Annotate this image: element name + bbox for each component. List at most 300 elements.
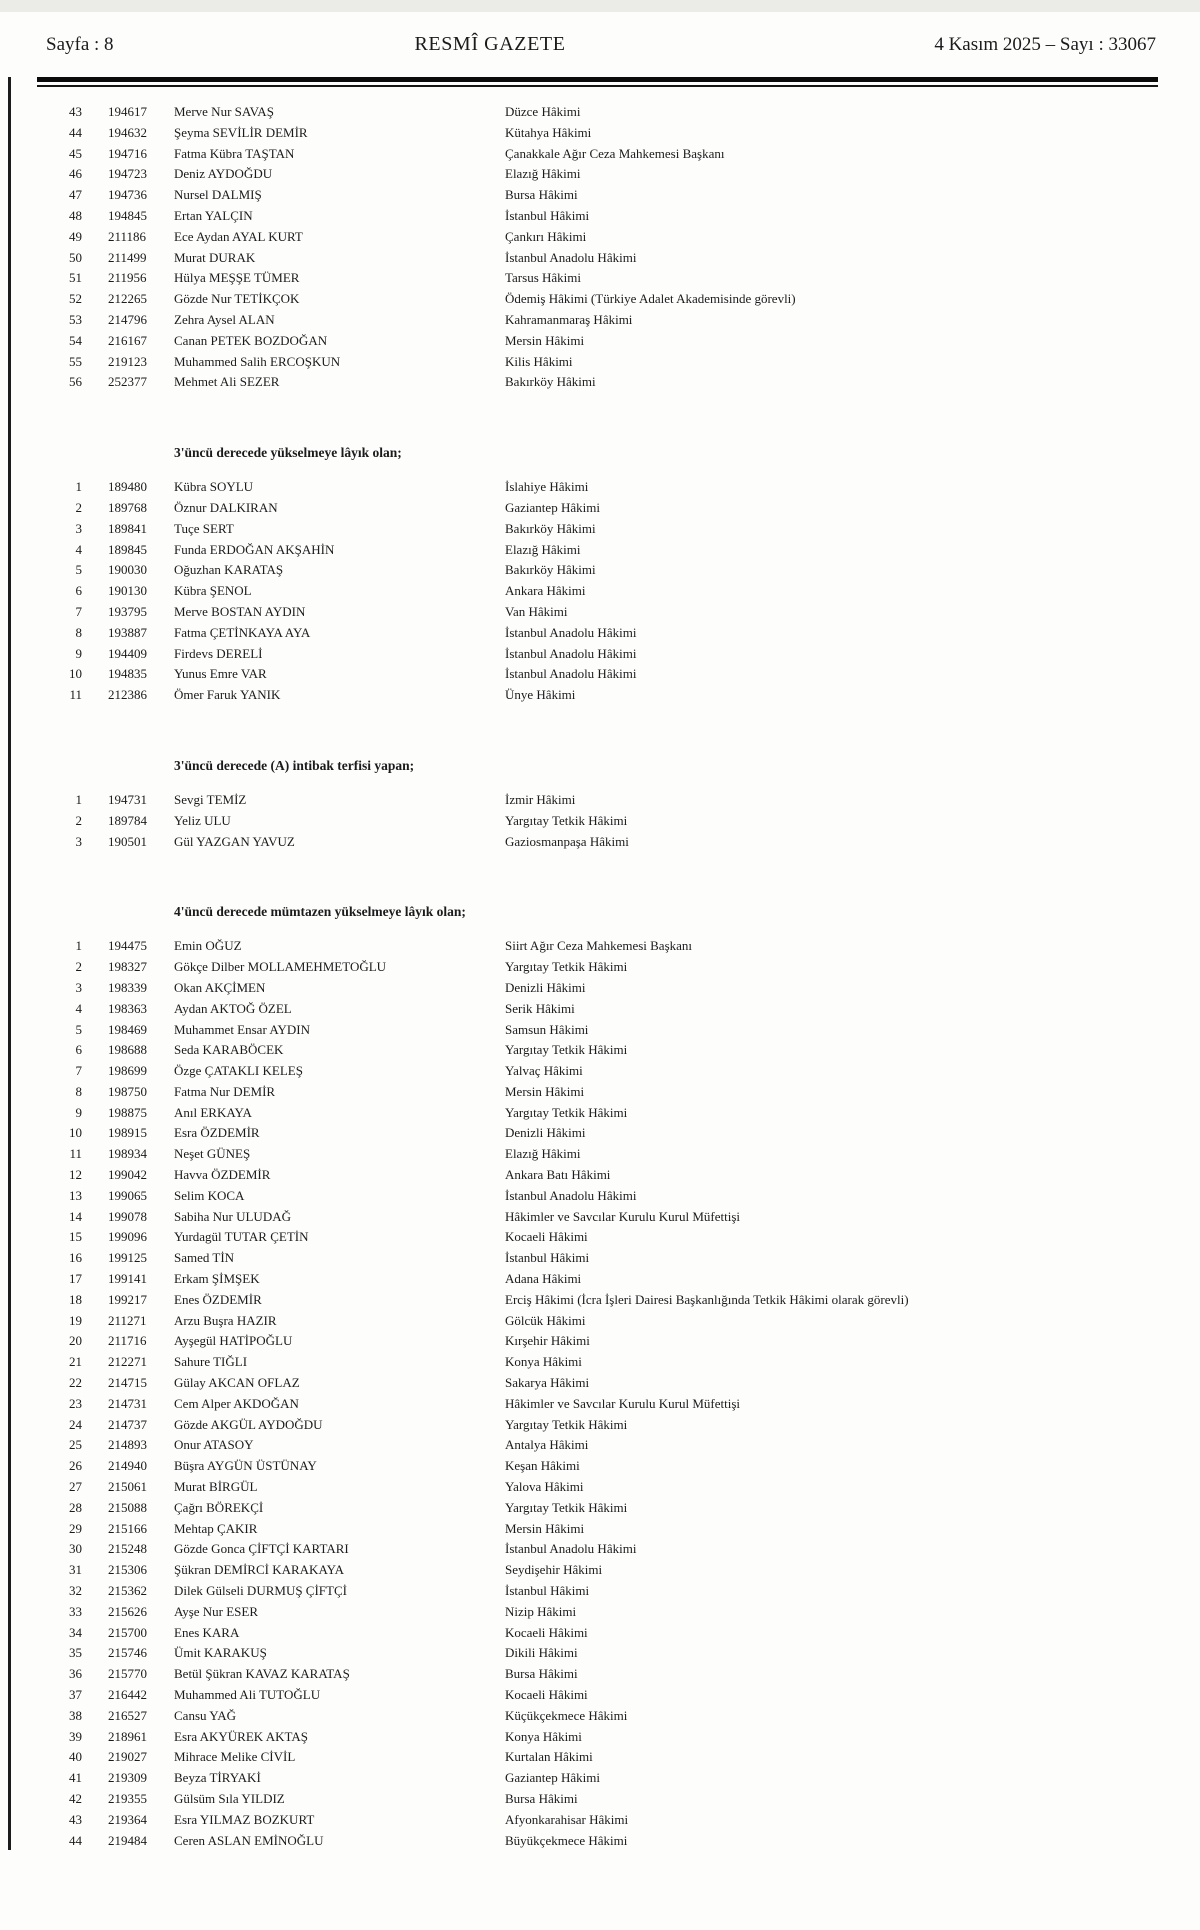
- row-rank: 7: [75, 1063, 82, 1079]
- row-name: Esra AKYÜREK AKTAŞ: [174, 1728, 309, 1744]
- table-row: [0, 938, 1200, 959]
- table-row: [0, 500, 1200, 521]
- row-name: Yurdagül TUTAR ÇETİN: [174, 1229, 309, 1245]
- row-name: Neşet GÜNEŞ: [174, 1146, 251, 1162]
- table-row: [0, 187, 1200, 208]
- row-registry-number: 199078: [108, 1208, 147, 1224]
- row-name: Erkam ŞİMŞEK: [174, 1271, 260, 1287]
- row-rank: 8: [75, 1083, 82, 1099]
- row-rank: 6: [75, 583, 82, 599]
- document-body: [0, 104, 1200, 1853]
- row-position: Yargıtay Tetkik Hâkimi: [505, 812, 628, 828]
- row-registry-number: 211271: [108, 1312, 147, 1328]
- row-rank: 47: [69, 187, 82, 203]
- section-heading: 3'üncü derecede yükselmeye lâyık olan;: [174, 445, 402, 461]
- table-row: [0, 1105, 1200, 1126]
- row-registry-number: 212386: [108, 687, 147, 703]
- table-row: [0, 583, 1200, 604]
- row-name: Şükran DEMİRCİ KARAKAYA: [174, 1562, 344, 1578]
- row-position: Bakırköy Hâkimi: [505, 562, 596, 578]
- row-registry-number: 189480: [108, 479, 147, 495]
- table-row: [0, 813, 1200, 834]
- row-position: Ankara Hâkimi: [505, 583, 586, 599]
- table-row: [0, 146, 1200, 167]
- row-position: İstanbul Anadolu Hâkimi: [505, 249, 637, 265]
- row-name: Yeliz ULU: [174, 812, 231, 828]
- row-position: Ünye Hâkimi: [505, 687, 576, 703]
- table-row: [0, 521, 1200, 542]
- row-name: Gülsüm Sıla YILDIZ: [174, 1790, 285, 1806]
- row-registry-number: 211956: [108, 270, 147, 286]
- row-name: Mehmet Ali SEZER: [174, 374, 280, 390]
- row-rank: 43: [69, 1811, 82, 1827]
- table-row: [0, 1458, 1200, 1479]
- row-name: Gül YAZGAN YAVUZ: [174, 833, 295, 849]
- row-registry-number: 212271: [108, 1354, 147, 1370]
- row-rank: 36: [69, 1666, 82, 1682]
- row-position: Büyükçekmece Hâkimi: [505, 1832, 628, 1848]
- row-rank: 5: [75, 562, 82, 578]
- row-name: Esra ÖZDEMİR: [174, 1125, 260, 1141]
- row-registry-number: 198469: [108, 1021, 147, 1037]
- row-registry-number: 198750: [108, 1083, 147, 1099]
- row-rank: 15: [69, 1229, 82, 1245]
- row-position: Kahramanmaraş Hâkimi: [505, 311, 633, 327]
- row-position: Keşan Hâkimi: [505, 1458, 580, 1474]
- row-rank: 38: [69, 1707, 82, 1723]
- row-rank: 27: [69, 1479, 82, 1495]
- row-position: Antalya Hâkimi: [505, 1437, 589, 1453]
- row-position: Kütahya Hâkimi: [505, 124, 592, 140]
- row-rank: 53: [69, 311, 82, 327]
- row-rank: 29: [69, 1520, 82, 1536]
- row-name: Tuçe SERT: [174, 520, 234, 536]
- row-registry-number: 198875: [108, 1104, 147, 1120]
- table-row: [0, 625, 1200, 646]
- row-registry-number: 219484: [108, 1832, 147, 1848]
- header-rule-thin: [37, 85, 1158, 87]
- row-registry-number: 189841: [108, 520, 147, 536]
- row-registry-number: 194835: [108, 666, 147, 682]
- row-position: İstanbul Hâkimi: [505, 1583, 590, 1599]
- row-rank: 10: [69, 1125, 82, 1141]
- table-row: [0, 1063, 1200, 1084]
- row-name: Emin OĞUZ: [174, 938, 242, 954]
- row-name: Ömer Faruk YANIK: [174, 687, 281, 703]
- row-rank: 2: [75, 499, 82, 515]
- row-registry-number: 194409: [108, 645, 147, 661]
- table-row: [0, 1271, 1200, 1292]
- row-registry-number: 218961: [108, 1728, 147, 1744]
- row-position: İzmir Hâkimi: [505, 791, 576, 807]
- row-registry-number: 199217: [108, 1291, 147, 1307]
- row-name: Dilek Gülseli DURMUŞ ÇİFTÇİ: [174, 1583, 347, 1599]
- row-position: İstanbul Anadolu Hâkimi: [505, 1541, 637, 1557]
- row-rank: 39: [69, 1728, 82, 1744]
- table-row: [0, 1625, 1200, 1646]
- row-name: Özge ÇATAKLI KELEŞ: [174, 1063, 303, 1079]
- row-name: Oğuzhan KARATAŞ: [174, 562, 284, 578]
- row-position: Nizip Hâkimi: [505, 1603, 577, 1619]
- row-position: Mersin Hâkimi: [505, 1520, 585, 1536]
- row-registry-number: 194617: [108, 104, 147, 119]
- row-name: Zehra Aysel ALAN: [174, 311, 275, 327]
- row-name: Seda KARABÖCEK: [174, 1042, 284, 1058]
- row-name: Muhammed Salih ERCOŞKUN: [174, 353, 341, 369]
- row-rank: 26: [69, 1458, 82, 1474]
- table-row: [0, 1708, 1200, 1729]
- row-position: Bakırköy Hâkimi: [505, 374, 596, 390]
- row-position: Yargıtay Tetkik Hâkimi: [505, 1416, 628, 1432]
- row-position: Kocaeli Hâkimi: [505, 1624, 588, 1640]
- row-position: Serik Hâkimi: [505, 1000, 575, 1016]
- row-position: Ankara Batı Hâkimi: [505, 1167, 611, 1183]
- table-row: [0, 1541, 1200, 1562]
- row-position: Ödemiş Hâkimi (Türkiye Adalet Akademisinde görevli): [505, 291, 796, 307]
- row-position: Afyonkarahisar Hâkimi: [505, 1811, 629, 1827]
- row-registry-number: 216167: [108, 332, 147, 348]
- table-row: [0, 1146, 1200, 1167]
- table-row: [0, 1521, 1200, 1542]
- section-rows: [0, 938, 1200, 1853]
- table-row: [0, 1749, 1200, 1770]
- row-rank: 24: [69, 1416, 82, 1432]
- section-rows: [0, 792, 1200, 854]
- row-registry-number: 199096: [108, 1229, 147, 1245]
- row-registry-number: 198327: [108, 959, 147, 975]
- table-row: [0, 1812, 1200, 1833]
- row-position: Elazığ Hâkimi: [505, 166, 581, 182]
- row-position: Tarsus Hâkimi: [505, 270, 581, 286]
- row-registry-number: 199042: [108, 1167, 147, 1183]
- row-rank: 11: [69, 1146, 82, 1162]
- row-rank: 22: [69, 1375, 82, 1391]
- table-row: [0, 792, 1200, 813]
- row-position: Gölcük Hâkimi: [505, 1312, 586, 1328]
- row-name: Ayşe Nur ESER: [174, 1603, 259, 1619]
- row-position: Çanakkale Ağır Ceza Mahkemesi Başkanı: [505, 145, 725, 161]
- table-row: [0, 666, 1200, 687]
- row-registry-number: 215088: [108, 1499, 147, 1515]
- row-registry-number: 216442: [108, 1687, 147, 1702]
- row-name: Merve Nur SAVAŞ: [174, 104, 274, 119]
- row-position: İstanbul Anadolu Hâkimi: [505, 666, 637, 682]
- row-name: Enes KARA: [174, 1624, 240, 1640]
- row-rank: 1: [75, 791, 82, 807]
- row-position: Küçükçekmece Hâkimi: [505, 1707, 628, 1723]
- row-position: Yargıtay Tetkik Hâkimi: [505, 1042, 628, 1058]
- row-rank: 52: [69, 291, 82, 307]
- row-rank: 30: [69, 1541, 82, 1557]
- row-rank: 5: [75, 1021, 82, 1037]
- row-position: İstanbul Hâkimi: [505, 1250, 590, 1266]
- row-position: Hâkimler ve Savcılar Kurulu Kurul Müfettişi: [505, 1395, 741, 1411]
- row-registry-number: 190130: [108, 583, 147, 599]
- row-rank: 20: [69, 1333, 82, 1349]
- row-registry-number: 211186: [108, 228, 147, 244]
- row-rank: 14: [69, 1208, 82, 1224]
- table-row: [0, 1313, 1200, 1334]
- row-registry-number: 198915: [108, 1125, 147, 1141]
- row-position: İslahiye Hâkimi: [505, 479, 589, 495]
- row-name: Merve BOSTAN AYDIN: [174, 603, 306, 619]
- table-row: [0, 166, 1200, 187]
- row-registry-number: 215061: [108, 1479, 147, 1495]
- row-name: Murat DURAK: [174, 249, 256, 265]
- row-name: Ece Aydan AYAL KURT: [174, 228, 303, 244]
- row-registry-number: 193887: [108, 624, 147, 640]
- row-registry-number: 214731: [108, 1395, 147, 1411]
- table-row: [0, 1022, 1200, 1043]
- row-name: Mehtap ÇAKIR: [174, 1520, 258, 1536]
- row-rank: 50: [69, 249, 82, 265]
- row-rank: 3: [75, 520, 82, 536]
- date-issue-label: 4 Kasım 2025 – Sayı : 33067: [934, 34, 1156, 55]
- gazette-title: RESMÎ GAZETE: [414, 33, 566, 55]
- row-rank: 7: [75, 603, 82, 619]
- table-row: [0, 1833, 1200, 1854]
- row-registry-number: 214893: [108, 1437, 147, 1453]
- table-row: [0, 1167, 1200, 1188]
- row-name: Fatma Nur DEMİR: [174, 1083, 276, 1099]
- table-row: [0, 1729, 1200, 1750]
- row-position: Kurtalan Hâkimi: [505, 1749, 593, 1765]
- row-rank: 51: [69, 270, 82, 286]
- table-row: [0, 959, 1200, 980]
- row-rank: 41: [69, 1770, 82, 1786]
- table-row: [0, 1437, 1200, 1458]
- row-position: Gaziosmanpaşa Hâkimi: [505, 833, 629, 849]
- row-name: Kübra SOYLU: [174, 479, 254, 495]
- row-registry-number: 198339: [108, 979, 147, 995]
- row-registry-number: 214715: [108, 1375, 147, 1391]
- table-row: [0, 1770, 1200, 1791]
- row-rank: 11: [69, 687, 82, 703]
- table-row: [0, 542, 1200, 563]
- row-name: Anıl ERKAYA: [174, 1104, 252, 1120]
- row-position: Yargıtay Tetkik Hâkimi: [505, 959, 628, 975]
- row-position: Bursa Hâkimi: [505, 187, 578, 203]
- section-heading: 3'üncü derecede (A) intibak terfisi yapan;: [174, 757, 415, 773]
- row-registry-number: 194845: [108, 207, 147, 223]
- row-name: Sevgi TEMİZ: [174, 791, 247, 807]
- row-registry-number: 189768: [108, 499, 147, 515]
- table-row: [0, 312, 1200, 333]
- row-rank: 43: [69, 104, 82, 119]
- row-name: Kübra ŞENOL: [174, 583, 252, 599]
- table-row: [0, 1396, 1200, 1417]
- row-position: Elazığ Hâkimi: [505, 1146, 581, 1162]
- table-row: [0, 980, 1200, 1001]
- row-registry-number: 199065: [108, 1187, 147, 1203]
- section-rows: [0, 104, 1200, 395]
- row-position: Bakırköy Hâkimi: [505, 520, 596, 536]
- row-rank: 10: [69, 666, 82, 682]
- row-position: Denizli Hâkimi: [505, 979, 586, 995]
- table-row: [0, 479, 1200, 500]
- row-registry-number: 199125: [108, 1250, 147, 1266]
- table-row: [0, 104, 1200, 125]
- row-name: Hülya MEŞŞE TÜMER: [174, 270, 300, 286]
- table-row: [0, 1125, 1200, 1146]
- row-name: Onur ATASOY: [174, 1437, 254, 1453]
- row-registry-number: 214737: [108, 1416, 147, 1432]
- row-rank: 3: [75, 833, 82, 849]
- row-rank: 28: [69, 1499, 82, 1515]
- row-registry-number: 194723: [108, 166, 147, 182]
- row-registry-number: 194736: [108, 187, 147, 203]
- row-rank: 34: [69, 1624, 82, 1640]
- row-rank: 9: [75, 645, 82, 661]
- table-row: [0, 1562, 1200, 1583]
- row-name: Muhammed Ali TUTOĞLU: [174, 1687, 321, 1702]
- row-registry-number: 219364: [108, 1811, 147, 1827]
- row-rank: 1: [75, 479, 82, 495]
- row-rank: 2: [75, 959, 82, 975]
- row-registry-number: 194632: [108, 124, 147, 140]
- row-registry-number: 198934: [108, 1146, 147, 1162]
- row-position: Samsun Hâkimi: [505, 1021, 589, 1037]
- row-position: Konya Hâkimi: [505, 1354, 582, 1370]
- row-name: Nursel DALMIŞ: [174, 187, 262, 203]
- table-row: [0, 1645, 1200, 1666]
- row-name: Arzu Buşra HAZIR: [174, 1312, 277, 1328]
- table-row: [0, 1479, 1200, 1500]
- row-registry-number: 198688: [108, 1042, 147, 1058]
- row-name: Samed TİN: [174, 1250, 235, 1266]
- row-position: Bursa Hâkimi: [505, 1666, 578, 1682]
- row-name: Gözde AKGÜL AYDOĞDU: [174, 1416, 323, 1432]
- row-registry-number: 198699: [108, 1063, 147, 1079]
- row-rank: 4: [75, 1000, 82, 1016]
- row-rank: 18: [69, 1291, 82, 1307]
- row-registry-number: 214940: [108, 1458, 147, 1474]
- row-position: İstanbul Anadolu Hâkimi: [505, 624, 637, 640]
- table-row: [0, 1042, 1200, 1063]
- row-rank: 16: [69, 1250, 82, 1266]
- row-rank: 13: [69, 1187, 82, 1203]
- row-rank: 56: [69, 374, 82, 390]
- table-row: [0, 1791, 1200, 1812]
- row-registry-number: 193795: [108, 603, 147, 619]
- row-name: Gözde Nur TETİKÇOK: [174, 291, 300, 307]
- row-rank: 9: [75, 1104, 82, 1120]
- row-registry-number: 194731: [108, 791, 147, 807]
- row-rank: 45: [69, 145, 82, 161]
- row-position: Erciş Hâkimi (İcra İşleri Dairesi Başkanlığında Tetkik Hâkimi olarak görevli): [505, 1291, 909, 1307]
- table-row: [0, 604, 1200, 625]
- row-position: Mersin Hâkimi: [505, 332, 585, 348]
- row-name: Ayşegül HATİPOĞLU: [174, 1333, 293, 1349]
- row-rank: 42: [69, 1790, 82, 1806]
- table-row: [0, 1250, 1200, 1271]
- row-registry-number: 215166: [108, 1520, 147, 1536]
- row-name: Şeyma SEVİLİR DEMİR: [174, 124, 308, 140]
- row-name: Murat BİRGÜL: [174, 1479, 258, 1495]
- row-position: Hâkimler ve Savcılar Kurulu Kurul Müfettişi: [505, 1208, 741, 1224]
- row-registry-number: 211499: [108, 249, 147, 265]
- row-registry-number: 215306: [108, 1562, 147, 1578]
- row-name: Aydan AKTOĞ ÖZEL: [174, 1000, 292, 1016]
- row-rank: 32: [69, 1583, 82, 1599]
- row-name: Beyza TİRYAKİ: [174, 1770, 261, 1786]
- row-registry-number: 219123: [108, 353, 147, 369]
- row-name: Selim KOCA: [174, 1187, 245, 1203]
- table-row: [0, 1500, 1200, 1521]
- row-rank: 12: [69, 1167, 82, 1183]
- section-rows: [0, 479, 1200, 708]
- row-name: Ümit KARAKUŞ: [174, 1645, 267, 1661]
- table-row: [0, 229, 1200, 250]
- row-rank: 33: [69, 1603, 82, 1619]
- table-row: [0, 1583, 1200, 1604]
- row-name: Sahure TIĞLI: [174, 1354, 248, 1370]
- row-name: Mihrace Melike CİVİL: [174, 1749, 296, 1765]
- row-rank: 19: [69, 1312, 82, 1328]
- row-registry-number: 189845: [108, 541, 147, 557]
- table-row: [0, 1687, 1200, 1708]
- table-row: [0, 374, 1200, 395]
- row-name: Cem Alper AKDOĞAN: [174, 1395, 299, 1411]
- table-row: [0, 687, 1200, 708]
- table-row: [0, 1666, 1200, 1687]
- row-rank: 46: [69, 166, 82, 182]
- row-name: Yunus Emre VAR: [174, 666, 267, 682]
- table-row: [0, 1417, 1200, 1438]
- table-row: [0, 562, 1200, 583]
- row-position: Gaziantep Hâkimi: [505, 499, 600, 515]
- row-position: İstanbul Anadolu Hâkimi: [505, 645, 637, 661]
- row-name: Ertan YALÇIN: [174, 207, 253, 223]
- table-row: [0, 1354, 1200, 1375]
- row-name: Gözde Gonca ÇİFTÇİ KARTARI: [174, 1541, 349, 1557]
- section-heading: 4'üncü derecede mümtazen yükselmeye lâyık olan;: [174, 904, 466, 920]
- row-rank: 54: [69, 332, 82, 348]
- row-position: İstanbul Anadolu Hâkimi: [505, 1187, 637, 1203]
- row-name: Fatma ÇETİNKAYA AYA: [174, 624, 311, 640]
- row-registry-number: 190501: [108, 833, 147, 849]
- row-name: Canan PETEK BOZDOĞAN: [174, 332, 328, 348]
- row-registry-number: 252377: [108, 374, 147, 390]
- row-name: Betül Şükran KAVAZ KARATAŞ: [174, 1666, 350, 1682]
- table-row: [0, 646, 1200, 667]
- row-registry-number: 212265: [108, 291, 147, 307]
- table-row: [0, 1292, 1200, 1313]
- row-rank: 44: [69, 1832, 82, 1848]
- row-registry-number: 194716: [108, 145, 147, 161]
- row-name: Ceren ASLAN EMİNOĞLU: [174, 1832, 324, 1848]
- row-rank: 3: [75, 979, 82, 995]
- row-name: Funda ERDOĞAN AKŞAHİN: [174, 541, 335, 557]
- row-name: Büşra AYGÜN ÜSTÜNAY: [174, 1458, 317, 1474]
- table-row: [0, 270, 1200, 291]
- row-rank: 49: [69, 228, 82, 244]
- row-position: Yargıtay Tetkik Hâkimi: [505, 1104, 628, 1120]
- row-name: Fatma Kübra TAŞTAN: [174, 145, 295, 161]
- row-position: Siirt Ağır Ceza Mahkemesi Başkanı: [505, 938, 693, 954]
- row-position: Kırşehir Hâkimi: [505, 1333, 590, 1349]
- row-registry-number: 219309: [108, 1770, 147, 1786]
- row-registry-number: 215770: [108, 1666, 147, 1682]
- row-registry-number: 211716: [108, 1333, 147, 1349]
- table-row: [0, 250, 1200, 271]
- row-registry-number: 215700: [108, 1624, 147, 1640]
- row-registry-number: 198363: [108, 1000, 147, 1016]
- row-name: Deniz AYDOĞDU: [174, 166, 273, 182]
- header-rule-thick: [37, 77, 1158, 82]
- row-position: Düzce Hâkimi: [505, 104, 581, 119]
- row-rank: 6: [75, 1042, 82, 1058]
